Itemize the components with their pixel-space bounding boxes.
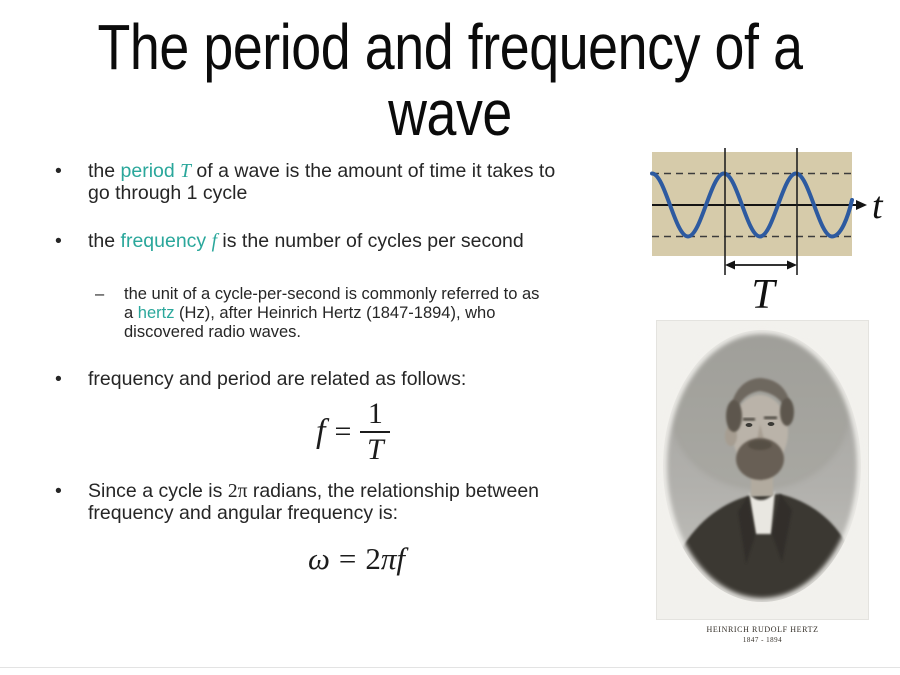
photo-caption: [656, 625, 869, 645]
bullet-angular-line2: [88, 503, 539, 524]
text-segment: is the number of cycles per second: [217, 230, 524, 252]
subbullet-hertz-line3: [124, 323, 539, 342]
bullet-period: [55, 161, 555, 203]
period-arrowhead-right: [787, 261, 797, 270]
bullet-marker: •: [55, 160, 62, 182]
formula-lhs-f: f: [316, 413, 326, 450]
eyebrow-right: [764, 417, 777, 420]
bullet-frequency-text: [88, 231, 524, 253]
hair-side-right: [780, 398, 794, 426]
eye-left: [746, 423, 753, 427]
text-segment: Since a cycle is: [88, 480, 228, 502]
text-segment: radians, the relationship between: [247, 480, 540, 502]
coefficient-2: 2: [365, 541, 381, 576]
bullet-angular-frequency: [55, 481, 539, 523]
photo-caption-years: 1847 - 1894: [742, 636, 783, 644]
fraction-numerator: 1: [367, 397, 383, 430]
text-segment: the: [88, 160, 121, 182]
eye-right: [768, 422, 775, 426]
subbullet-hertz: [95, 285, 539, 343]
text-segment: frequency and period are related as follows:: [88, 368, 467, 390]
math-2pi: 2π: [227, 481, 248, 502]
page-title-line1: The period and frequency of a: [97, 11, 803, 83]
math-var-f: f: [211, 231, 218, 252]
term-hertz: hertz: [137, 304, 175, 323]
fraction: [360, 399, 390, 465]
text-segment: the unit of a cycle-per-second is commonly referred to as: [124, 285, 540, 303]
term-frequency: frequency: [120, 230, 212, 252]
bullet-angular-frequency-text: [88, 481, 539, 523]
fraction-denominator: T: [367, 433, 384, 466]
mustache: [748, 440, 772, 450]
subbullet-hertz-line2: [124, 304, 539, 323]
eyebrow-left: [743, 418, 755, 421]
math-var-f: f: [396, 541, 406, 576]
bullet-frequency: [55, 231, 524, 253]
text-segment: (Hz), after Heinrich Hertz (1847-1894), who: [174, 304, 496, 323]
text-segment: of a wave is the amount of time it takes to: [191, 160, 556, 182]
bullet-marker: •: [55, 230, 62, 252]
text-segment: the: [88, 230, 121, 252]
bullet-period-line2: [88, 183, 555, 204]
photo-caption-name: HEINRICH RUDOLF HERTZ: [706, 625, 819, 634]
portrait-oval: [656, 320, 869, 620]
bullet-relation: [55, 369, 466, 390]
dash-marker: –: [95, 285, 105, 303]
pi-symbol: π: [380, 541, 397, 576]
text-segment: frequency and angular frequency is:: [88, 501, 399, 524]
bullet-angular-line1: [88, 481, 539, 503]
bullet-frequency-line1: [88, 231, 524, 253]
hertz-portrait: [656, 320, 869, 620]
bullet-period-text: [88, 161, 555, 203]
page-title-line2: wave: [388, 77, 512, 149]
text-segment: go through 1 cycle: [88, 181, 248, 204]
formula-angular-frequency: [308, 541, 405, 577]
hertz-photo: [656, 320, 869, 620]
bullet-marker: •: [55, 368, 62, 390]
text-segment: discovered radio waves.: [124, 323, 302, 342]
period-label: T: [751, 272, 775, 315]
formula-frequency-period: [316, 399, 390, 465]
time-axis-label: t: [872, 185, 883, 227]
math-var-T: T: [180, 161, 192, 182]
text-segment: a: [124, 304, 138, 323]
bullet-relation-text: [88, 369, 466, 390]
wave-diagram: [645, 140, 900, 315]
period-arrowhead-left: [725, 261, 735, 270]
subbullet-hertz-text: [124, 285, 539, 343]
bullet-period-line1: [88, 161, 555, 183]
bullet-relation-line1: [88, 369, 466, 390]
subbullet-hertz-line1: [124, 285, 539, 304]
slide-bottom-divider: [0, 667, 900, 668]
term-period: period: [120, 160, 181, 182]
equals-sign: =: [334, 415, 352, 448]
equals-sign: =: [338, 541, 357, 576]
formula-lhs-omega: ω: [308, 541, 330, 576]
page-title: [72, 11, 828, 149]
hair-side-left: [726, 400, 742, 432]
bullet-marker: •: [55, 480, 62, 502]
time-axis-arrowhead: [856, 200, 867, 210]
